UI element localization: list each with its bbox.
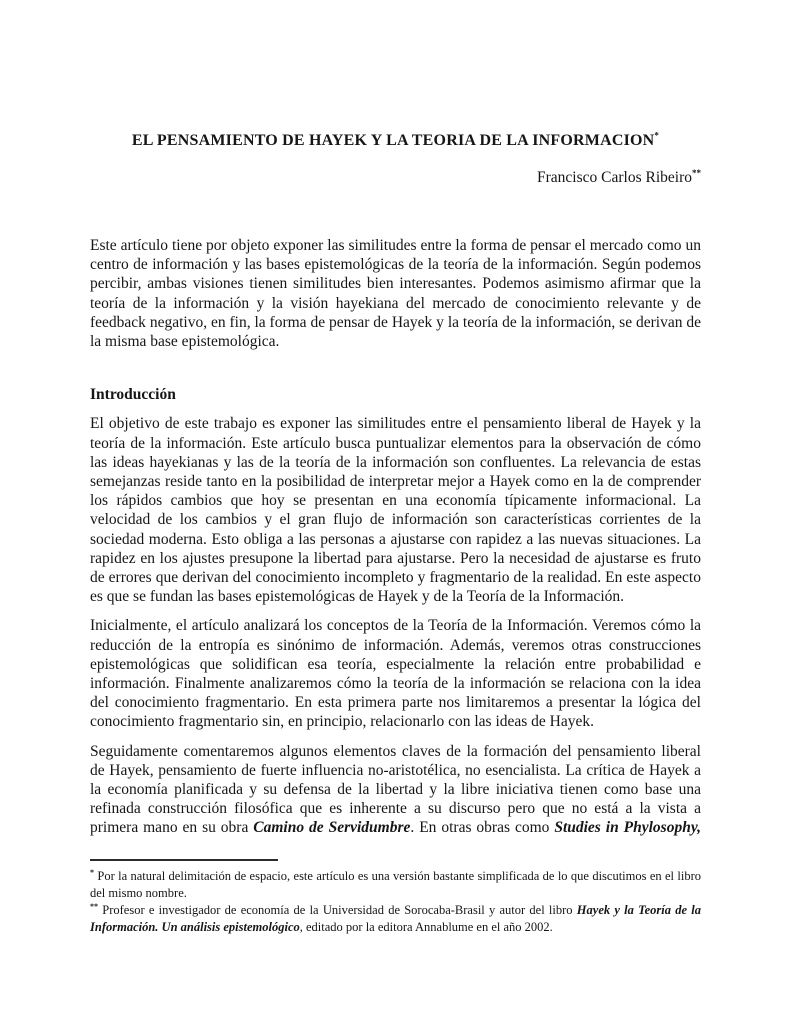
footnote-marker: **	[90, 901, 98, 911]
footnote-marker: *	[90, 867, 94, 877]
author-footnote-marker: **	[692, 167, 701, 178]
book-title: Hayek y la Teoría de la Información. Un análisis epistemológico	[90, 903, 701, 934]
paper-title-text: EL PENSAMIENTO DE HAYEK Y LA TEORIA DE LA INFORMACION	[131, 132, 655, 149]
footnotes-list	[90, 868, 701, 936]
body-paragraph	[90, 616, 701, 731]
author-line	[90, 168, 701, 188]
text-segment: Profesor e investigador de economía de la Universidad de Sorocaba-Brasil y autor del libro	[102, 903, 577, 917]
text-segment: El objetivo de este trabajo es exponer las similitudes entre el pensamiento liberal de Hayek y la teoría de la información. Este artículo busca puntualizar elementos para la observación de cómo las ideas hayekianas y las de la teoría de la información son confluentes. La relevancia de estas semejanzas reside tanto en la posibilidad de interpretar mejor a Hayek como en la de comprender los rápidos cambios que hoy se presentan en una economía típicamente informacional. La velocidad de los cambios y el gran flujo de información son características corrientes de la sociedad moderna. Esto obliga a las personas a ajustarse con rapidez a las nuevas situaciones. La rapidez en los ajustes presupone la libertad para ajustarse. Pero la necesidad de ajustarse es fruto de errores que derivan del conocimiento incompleto y fragmentario de la realidad. En este aspecto es que se fundan las bases epistemológicas de Hayek y de la Teoría de la Información.	[90, 415, 701, 606]
abstract-paragraph: Este artículo tiene por objeto exponer las similitudes entre la forma de pensar el mercado como un centro de información y las bases epistemológicas de la teoría de la información. Según podemos percibir, ambas visiones tienen similitudes bien interesantes. Podemos asimismo afirmar que la teoría de la información y la visión hayekiana del mercado de conocimiento relevante y de feedback negativo, en fin, la forma de pensar de Hayek y la teoría de la información, se derivan de la misma base epistemológica.	[90, 237, 701, 351]
text-segment: Inicialmente, el artículo analizará los conceptos de la Teoría de la Información. Veremos cómo la reducción de la entropía es sinónimo de información. Además, veremos otras construcciones epistemológicas que solidifican esa teoría, especialmente la relación entre probabilidad e información. Finalmente analizaremos cómo la teoría de la información se relaciona con la idea del conocimiento fragmentario. En esta primera parte nos limitaremos a presentar la lógica del conocimiento fragmentario sin, en principio, relacionarlo con las ideas de Hayek.	[90, 617, 701, 731]
book-title: Studies in Phylosophy,	[554, 819, 701, 837]
author-name: Francisco Carlos Ribeiro	[537, 169, 692, 186]
footnote-separator-rule	[90, 859, 278, 861]
body-paragraph	[90, 742, 701, 838]
body-paragraphs	[90, 414, 701, 837]
footnotes-area	[90, 859, 701, 936]
text-segment: . En otras obras como	[410, 819, 555, 837]
footnote	[90, 902, 701, 936]
title-footnote-marker: *	[654, 130, 660, 141]
body-paragraph	[90, 414, 701, 606]
paper-title	[90, 131, 701, 151]
footnote	[90, 868, 701, 902]
section-heading-introduccion: Introducción	[90, 386, 176, 404]
book-title: Camino de Servidumbre	[253, 819, 411, 837]
text-segment: , editado por la editora Annablume en el año 2002.	[299, 920, 553, 934]
text-segment: Seguidamente comentaremos algunos elementos claves de la formación del pensamiento liberal de Hayek, pensamiento de fuerte influencia no-aristotélica, no esencialista. La crítica de Hayek a la economía planificada y su defensa de la libertad y la libre iniciativa tienen como base una refinada construcción filosófica que es inherente a su discurso pero que no está a la vista a primera mano en su obra	[90, 742, 701, 837]
text-segment: Por la natural delimitación de espacio, este artículo es una versión bastante simplificada de lo que discutimos en el libro del mismo nombre.	[90, 869, 701, 900]
page-content	[90, 0, 701, 838]
